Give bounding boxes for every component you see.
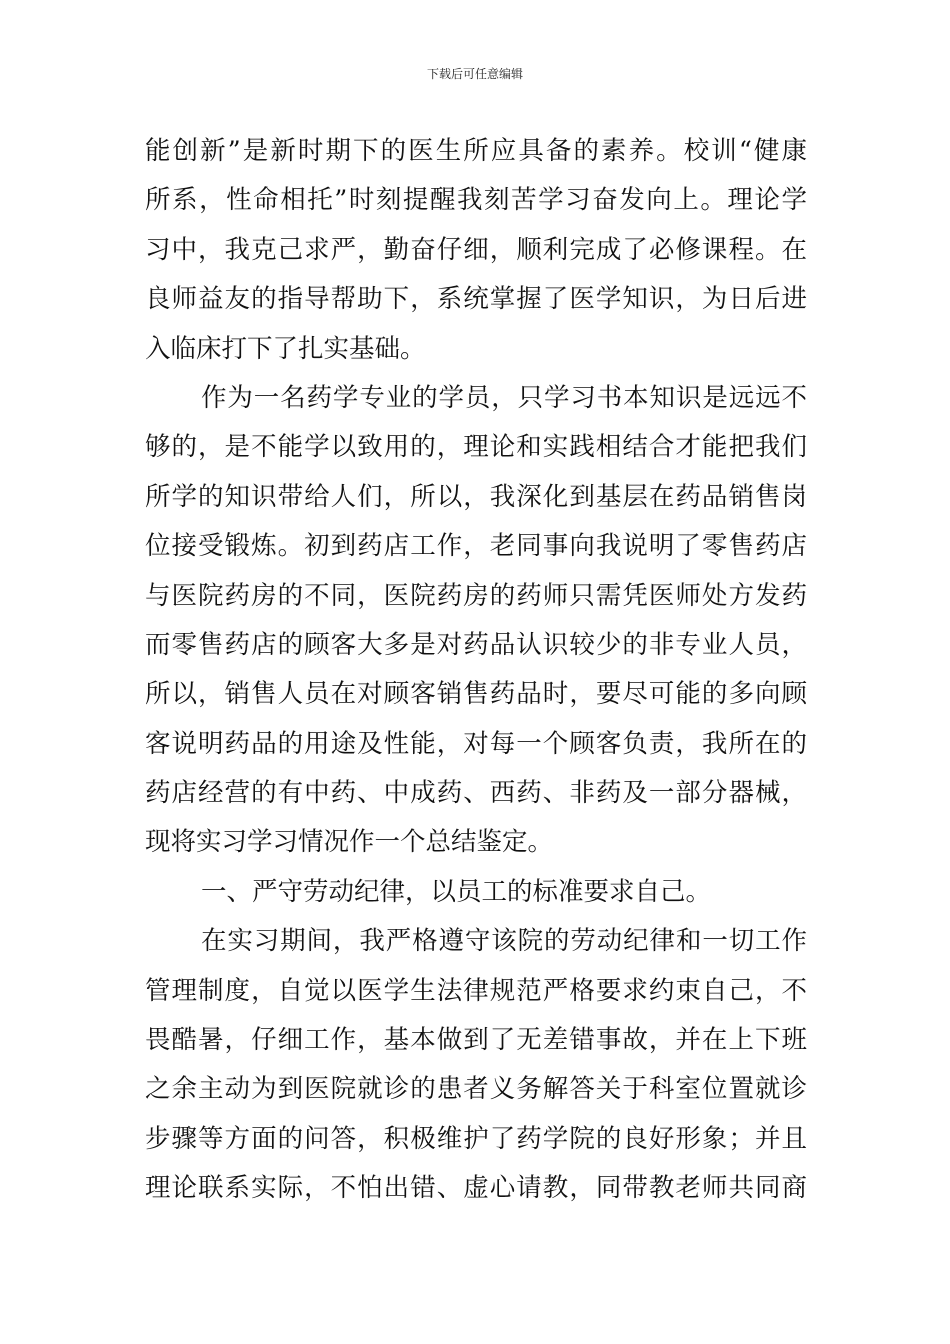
text-line: 够的，是不能学以致用的，理论和实践相结合才能把我们 <box>145 432 807 463</box>
text-line: 所学的知识带给人们，所以，我深化到基层在药品销售岗 <box>145 481 807 512</box>
page-header: 下载后可任意编辑 <box>426 67 523 81</box>
text-line: 所系，性命相托”时刻提醒我刻苦学习奋发向上。理论学 <box>145 185 807 216</box>
text-line: 作为一名药学专业的学员，只学习书本知识是远远不 <box>201 382 807 413</box>
section-heading <box>145 868 807 917</box>
text-line: 入临床打下了扎实基础。 <box>145 333 426 364</box>
text-line: 之余主动为到医院就诊的患者义务解答关于科室位置就诊 <box>145 1074 807 1105</box>
text-line: 而零售药店的顾客大多是对药品认识较少的非专业人员， <box>145 629 807 660</box>
text-line: 现将实习学习情况作一个总结鉴定。 <box>145 827 554 858</box>
document-body <box>145 127 807 1214</box>
text-line: 药店经营的有中药、中成药、西药、非药及一部分器械， <box>145 778 807 809</box>
text-line: 在实习期间，我严格遵守该院的劳动纪律和一切工作 <box>201 926 807 957</box>
text-line: 良师益友的指导帮助下，系统掌握了医学知识，为日后进 <box>145 284 807 315</box>
text-line: 位接受锻炼。初到药店工作，老同事向我说明了零售药店 <box>145 531 807 562</box>
text-line: 管理制度，自觉以医学生法律规范严格要求约束自己，不 <box>145 975 807 1006</box>
text-line: 与医院药房的不同，医院药房的药师只需凭医师处方发药 <box>145 580 807 611</box>
text-line: 能创新”是新时期下的医生所应具备的素养。校训“健康 <box>145 136 807 166</box>
text-line: 一、严守劳动纪律，以员工的标准要求自己。 <box>201 876 712 907</box>
text-line: 步骤等方面的问答，积极维护了药学院的良好形象；并且 <box>145 1123 807 1154</box>
paragraph <box>145 127 807 374</box>
text-line: 所以，销售人员在对顾客销售药品时，要尽可能的多向顾 <box>145 679 807 710</box>
text-line: 理论联系实际，不怕出错、虚心请教，同带教老师共同商 <box>145 1173 807 1204</box>
text-line: 客说明药品的用途及性能，对每一个顾客负责，我所在的 <box>145 728 807 759</box>
text-line: 习中，我克己求严，勤奋仔细，顺利完成了必修课程。在 <box>145 234 807 265</box>
paragraph <box>145 917 807 1213</box>
text-line: 畏酷暑，仔细工作，基本做到了无差错事故，并在上下班 <box>145 1025 807 1056</box>
paragraph <box>145 374 807 868</box>
